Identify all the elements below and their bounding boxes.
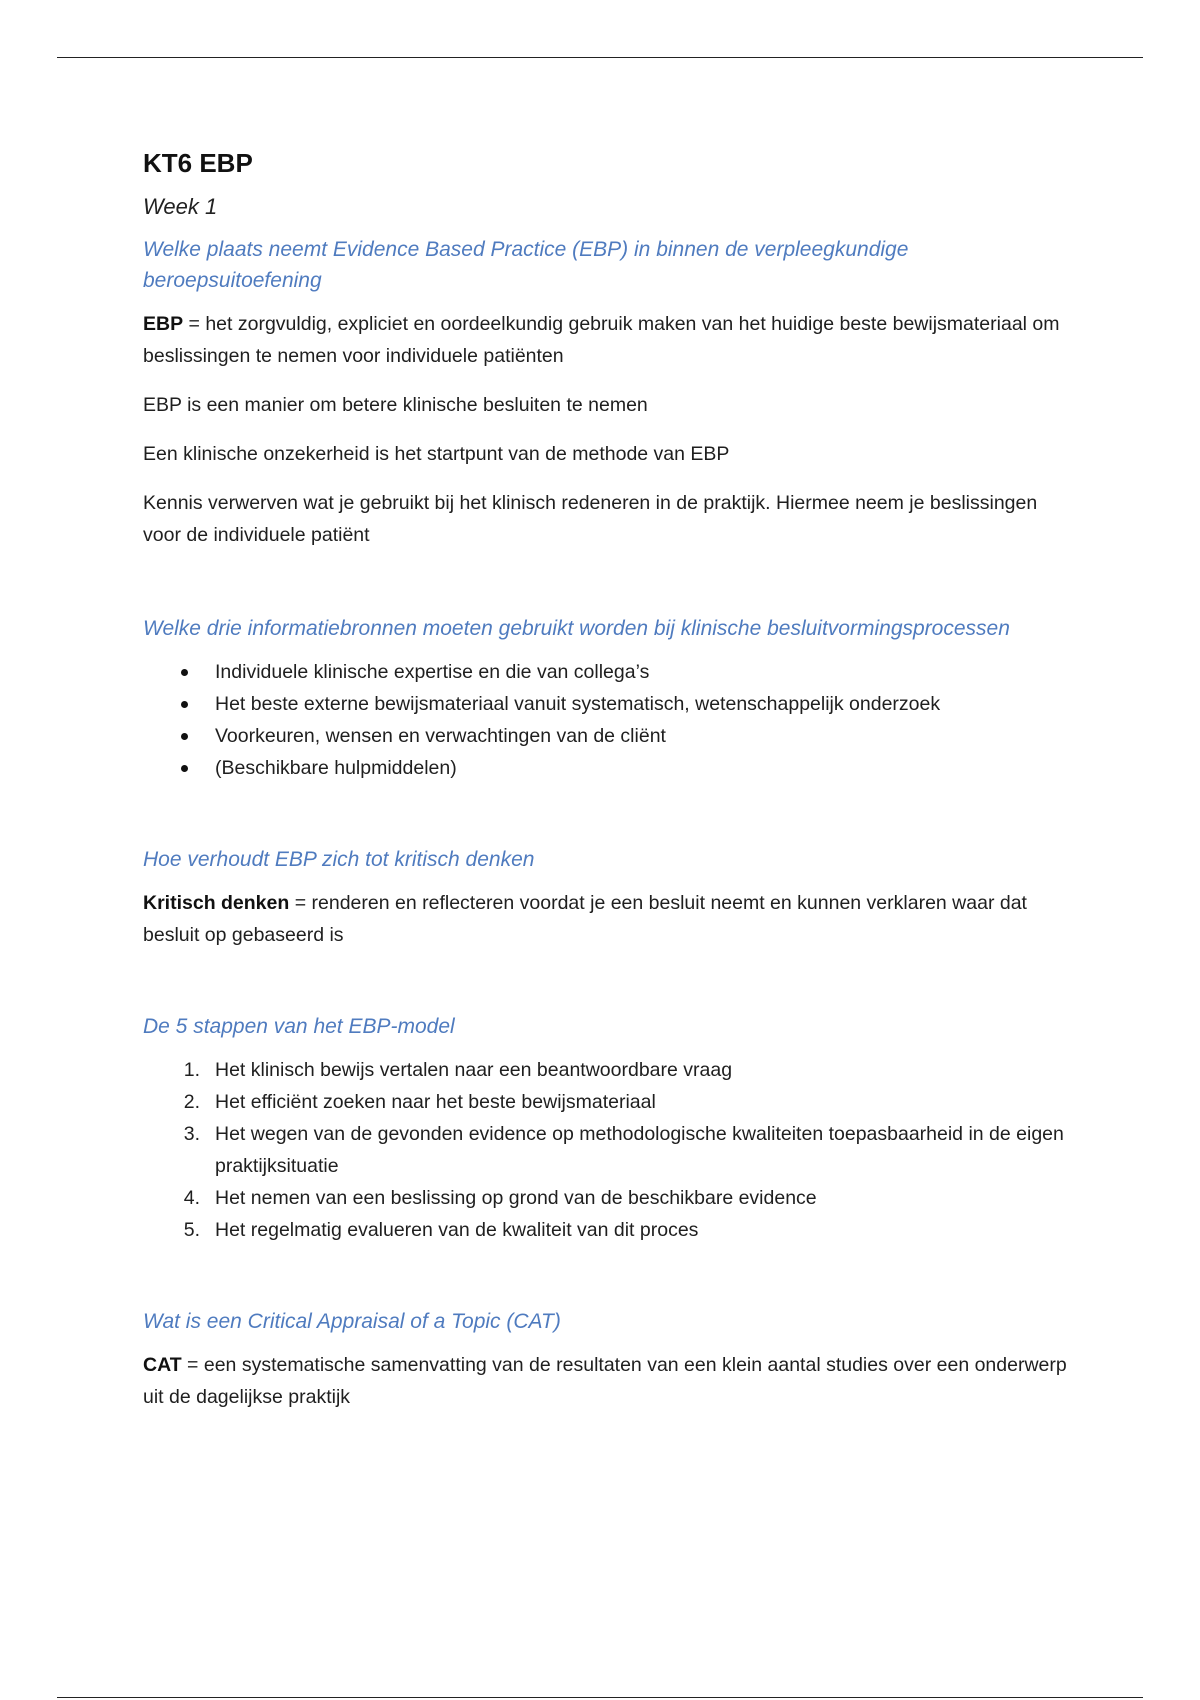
section-information-sources <box>143 613 1073 784</box>
list-item-text: Individuele klinische expertise en die van collega’s <box>215 661 650 683</box>
list-item <box>143 656 1073 688</box>
section-critical-thinking <box>143 844 1073 951</box>
definition-term: Kritisch denken <box>143 892 290 914</box>
document-title: KT6 EBP <box>143 148 253 178</box>
footer-rule <box>57 1697 1143 1698</box>
list-item <box>143 1086 1073 1118</box>
section-heading: Welke plaats neemt Evidence Based Practice (EBP) in binnen de verpleegkundige beroepsuitoefening <box>143 238 909 292</box>
list-item-text: Het klinisch bewijs vertalen naar een beantwoordbare vraag <box>215 1059 733 1081</box>
bullet-icon <box>181 669 188 676</box>
section-heading: Welke drie informatiebronnen moeten gebruikt worden bij klinische besluitvormingsprocessen <box>143 617 1010 640</box>
list-item <box>143 752 1073 784</box>
numbered-list <box>143 1054 1073 1246</box>
list-item <box>143 1182 1073 1214</box>
definition-term: CAT <box>143 1354 182 1376</box>
list-item-text: (Beschikbare hulpmiddelen) <box>215 757 457 779</box>
document-body <box>143 146 1073 1430</box>
section-heading: Hoe verhoudt EBP zich tot kritisch denken <box>143 848 535 871</box>
section-heading: Wat is een Critical Appraisal of a Topic (CAT) <box>143 1310 561 1333</box>
list-number: 3. <box>183 1123 200 1145</box>
paragraph: EBP is een manier om betere klinische besluiten te nemen <box>143 394 648 416</box>
definition-text: = renderen en reflecteren voordat je een besluit neemt en kunnen verklaren waar dat besluit op gebaseerd is <box>143 892 1027 946</box>
list-item <box>143 1118 1073 1182</box>
list-number: 1. <box>183 1059 200 1081</box>
list-item-text: Voorkeuren, wensen en verwachtingen van de cliënt <box>215 725 666 747</box>
header-rule <box>57 57 1143 58</box>
list-item-text: Het nemen van een beslissing op grond van de beschikbare evidence <box>215 1187 817 1209</box>
definition-paragraph <box>143 308 1073 372</box>
week-label: Week 1 <box>143 194 218 219</box>
list-item-text: Het beste externe bewijsmateriaal vanuit systematisch, wetenschappelijk onderzoek <box>215 693 941 715</box>
list-number: 2. <box>183 1091 200 1113</box>
definition-text: = het zorgvuldig, expliciet en oordeelkundig gebruik maken van het huidige beste bewijsmateriaal om beslissingen te nemen voor individuele patiënten <box>143 313 1060 367</box>
list-item <box>143 1054 1073 1086</box>
list-number: 5. <box>183 1219 200 1241</box>
list-item <box>143 688 1073 720</box>
bullet-icon <box>181 733 188 740</box>
definition-paragraph <box>143 1349 1073 1413</box>
definition-term: EBP <box>143 313 184 335</box>
list-item <box>143 1214 1073 1246</box>
bullet-list <box>143 656 1073 784</box>
definition-text: = een systematische samenvatting van de resultaten van een klein aantal studies over een onderwerp uit de dagelijkse praktijk <box>143 1354 1067 1408</box>
paragraph: Een klinische onzekerheid is het startpunt van de methode van EBP <box>143 443 730 465</box>
list-item-text: Het regelmatig evalueren van de kwaliteit van dit proces <box>215 1219 699 1241</box>
list-item-text: Het wegen van de gevonden evidence op methodologische kwaliteiten toepasbaarheid in de eigen praktijksituatie <box>215 1123 1064 1177</box>
section-ebp-place <box>143 234 1073 551</box>
section-cat <box>143 1306 1073 1413</box>
paragraph: Kennis verwerven wat je gebruikt bij het klinisch redeneren in de praktijk. Hiermee neem je beslissingen voor de individuele patiënt <box>143 492 1038 546</box>
list-number: 4. <box>183 1187 200 1209</box>
list-item <box>143 720 1073 752</box>
definition-paragraph <box>143 887 1073 951</box>
bullet-icon <box>181 765 188 772</box>
section-ebp-steps <box>143 1011 1073 1246</box>
section-heading: De 5 stappen van het EBP-model <box>143 1015 455 1038</box>
bullet-icon <box>181 701 188 708</box>
list-item-text: Het efficiënt zoeken naar het beste bewijsmateriaal <box>215 1091 656 1113</box>
